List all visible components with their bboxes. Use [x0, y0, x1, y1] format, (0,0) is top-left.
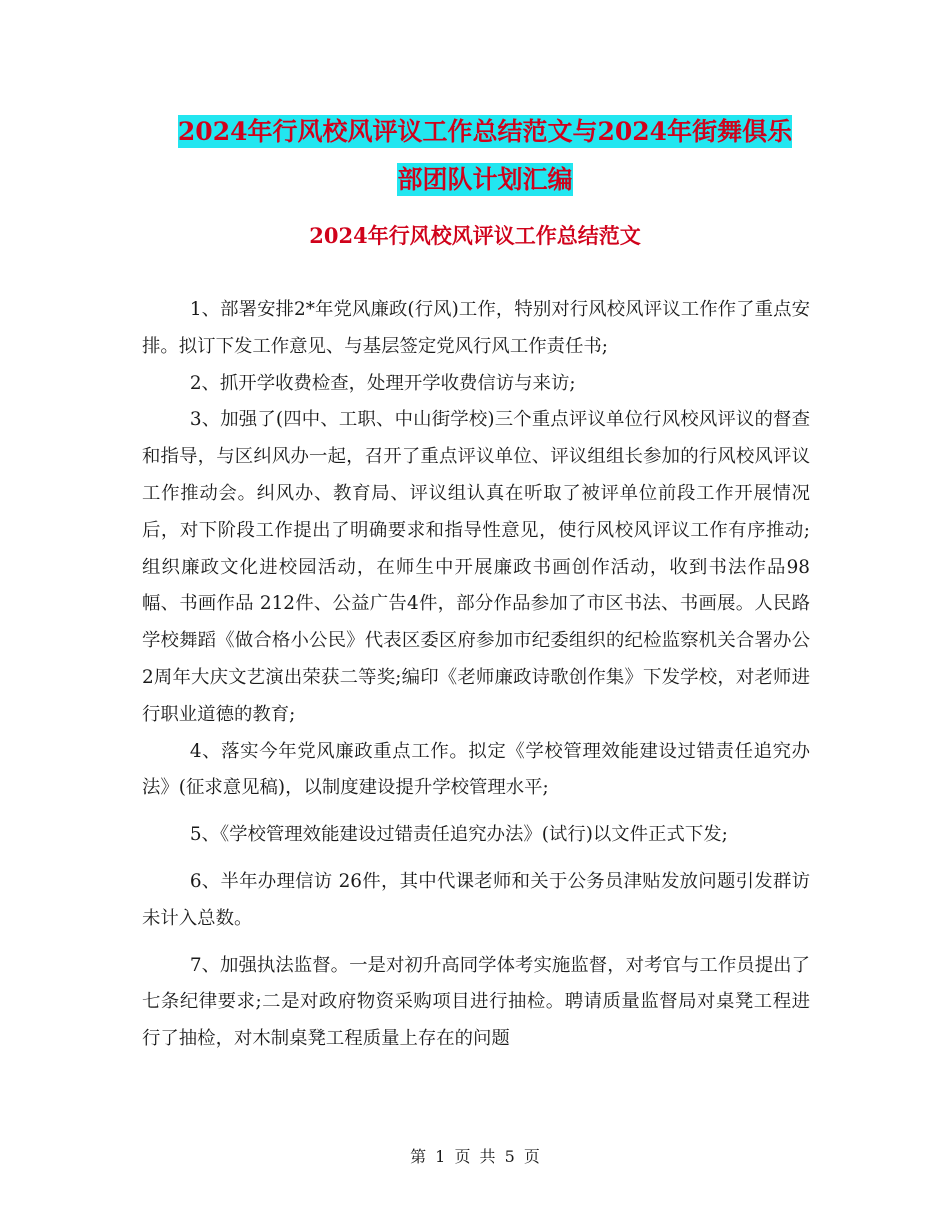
document-body [142, 292, 810, 1058]
paragraph-7: 7、加强执法监督。一是对初升高同学体考实施监督，对考官与工作员提出了七条纪律要求;二是对政府物资采购项目进行抽检。聘请质量监督局对桌凳工程进行了抽检，对木制桌凳工程质量上存在的问题 [142, 954, 810, 1050]
paragraph-6: 6、半年办理信访 26件，其中代课老师和关于公务员津贴发放问题引发群访未计入总数。 [142, 870, 810, 929]
section-title: 2024年行风校风评议工作总结范文 [309, 223, 641, 248]
document-title [140, 108, 830, 204]
paragraph-5: 5、《学校管理效能建设过错责任追究办法》(试行)以文件正式下发; [189, 824, 728, 846]
paragraph-4: 4、落实今年党风廉政重点工作。拟定《学校管理效能建设过错责任追究办法》(征求意见稿)，以制度建设提升学校管理水平; [142, 740, 810, 799]
paragraph-1: 1、部署安排2*年党风廉政(行风)工作，特别对行风校风评议工作作了重点安排。拟订下发工作意见、与基层签定党风行风工作责任书; [142, 299, 810, 357]
paragraph-3: 3、加强了(四中、工职、中山街学校)三个重点评议单位行风校风评议的督查和指导，与区纠风办一起，召开了重点评议单位、评议组组长参加的行风校风评议工作推动会。纠风办、教育局、评议组认真在听取了被评单位前段工作开展情况后，对下阶段工作提出了明确要求和指导性意见，使行风校风评议工作有序推动;组织廉政文化进校园活动，在师生中开展廉政书画创作活动，收到书法作品98 幅、书画作品 212件、公益广告4件，部分作品参加了市区书法、书画展。人民路学校舞蹈《做合格小公民》代表区委区府参加市纪委组织的纪检监察机关合署办公2周年大庆文艺演出荣获二等奖;编印《老师廉政诗歌创作集》下发学校，对老师进行职业道德的教育; [142, 409, 810, 725]
document-title-line-1: 2024年行风校风评议工作总结范文与2024年街舞俱乐 [177, 117, 793, 146]
page-number-footer: 第 1 页 共 5 页 [410, 1147, 540, 1166]
document-title-line-2: 部团队计划汇编 [397, 165, 573, 194]
paragraph-2: 2、抓开学收费检查，处理开学收费信访与来访; [189, 372, 576, 394]
